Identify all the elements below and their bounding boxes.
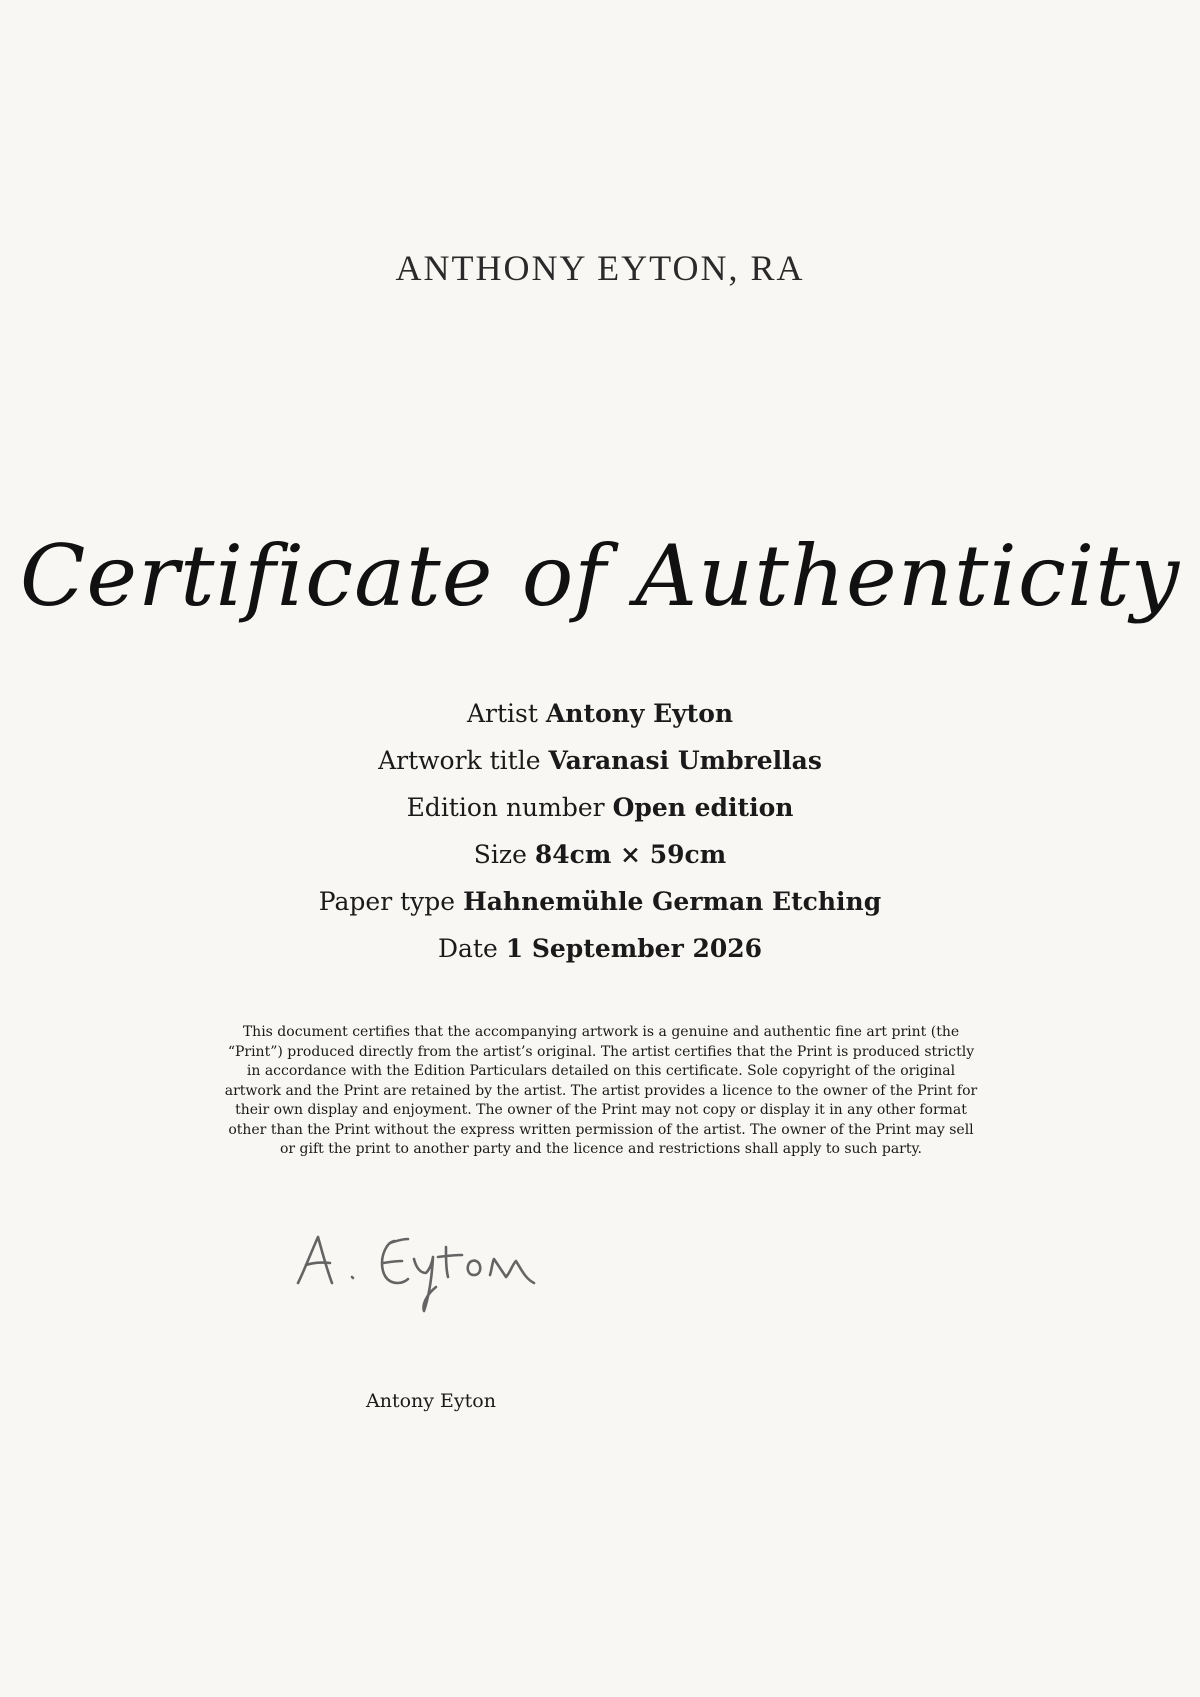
particular-value: Antony Eyton — [545, 699, 734, 728]
particular-label: Artwork title — [378, 746, 541, 775]
legal-statement: This document certifies that the accompanying artwork is a genuine and authentic fine art print (the “Print”) produced directly from the artist’s original. The artist certifies that the Print is produced strictly in accordance with the Edition Particulars detailed on this certificate. Sole copyright of the original artwork and the Print are retained by the artist. The artist provides a licence to the owner of the Print for their own display and enjoyment. The owner of the Print may not copy or display it in any other format other than the Print without the express written permission of the artist. The owner of the Print may sell or gift the print to another party and the licence and restrictions shall apply to such party. — [224, 1024, 978, 1157]
particular-label: Size — [473, 840, 527, 869]
particular-label: Artist — [466, 699, 538, 728]
particular-value: Open edition — [612, 793, 794, 822]
particular-label: Edition number — [406, 793, 605, 822]
particular-label: Date — [437, 934, 498, 963]
particular-paper-type — [0, 878, 1200, 925]
particular-value: 1 September 2026 — [505, 934, 763, 963]
particular-date — [0, 925, 1200, 972]
particular-value: 84cm × 59cm — [534, 840, 727, 869]
particular-value: Hahnemühle German Etching — [463, 887, 882, 916]
particular-artwork-title — [0, 737, 1200, 784]
handwritten-signature — [290, 1225, 560, 1315]
particular-label: Paper type — [318, 887, 456, 916]
certificate-title: Certificate of Authenticity — [19, 527, 1181, 625]
edition-particulars — [0, 690, 1200, 972]
particular-size — [0, 831, 1200, 878]
artist-heading: ANTHONY EYTON, RA — [395, 248, 805, 288]
particular-edition-number — [0, 784, 1200, 831]
signer-name: Antony Eyton — [366, 1390, 496, 1412]
particular-artist — [0, 690, 1200, 737]
particular-value: Varanasi Umbrellas — [548, 746, 822, 775]
